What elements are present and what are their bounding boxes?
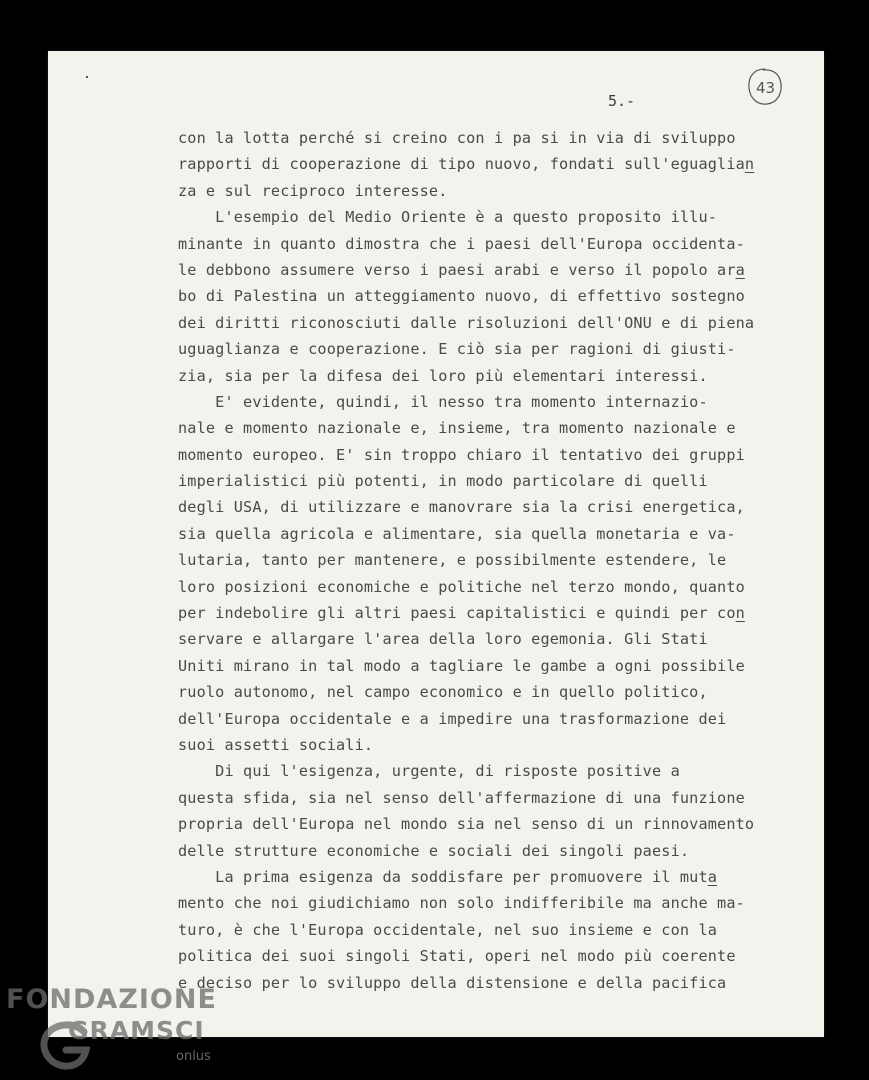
- text-line: [178, 257, 768, 283]
- text-segment: momento europeo. E' sin troppo chiaro il tentativo dei gruppi: [178, 445, 745, 464]
- text-segment: lutaria, tanto per mantenere, e possibilmente estendere, le: [178, 551, 727, 570]
- underlined-text-segment: n: [735, 604, 745, 623]
- paper-speck: [86, 76, 88, 78]
- text-segment: mento che noi giudichiamo non solo indifferibile ma anche ma-: [178, 894, 745, 913]
- text-segment: sia quella agricola e alimentare, sia quella monetaria e va-: [178, 524, 736, 543]
- text-line: [178, 389, 768, 415]
- text-line: [178, 970, 768, 996]
- text-segment: L'esempio del Medio Oriente è a questo proposito illu-: [178, 208, 718, 227]
- text-segment: uguaglianza e cooperazione. E ciò sia per ragioni di giusti-: [178, 340, 736, 359]
- text-line: [178, 442, 768, 468]
- text-segment: ruolo autonomo, nel campo economico e in quello politico,: [178, 683, 708, 702]
- text-line: [178, 679, 768, 705]
- text-segment: suoi assetti sociali.: [178, 735, 374, 754]
- text-line: [178, 838, 768, 864]
- text-line: [178, 283, 768, 309]
- watermark-suffix: onlus: [176, 1049, 211, 1064]
- text-line: [178, 521, 768, 547]
- text-line: [178, 310, 768, 336]
- text-line: [178, 494, 768, 520]
- text-segment: per indebolire gli altri paesi capitalistici e quindi per co: [178, 604, 736, 623]
- text-line: [178, 547, 768, 573]
- fondazione-gramsci-watermark: [6, 984, 226, 1076]
- text-segment: degli USA, di utilizzare e manovrare sia la crisi energetica,: [178, 498, 745, 517]
- text-line: [178, 732, 768, 758]
- text-segment: La prima esigenza da soddisfare per promuovere il mut: [178, 867, 708, 886]
- text-segment: con la lotta perché si creino con i pa si in via di sviluppo: [178, 129, 736, 147]
- text-line: [178, 125, 768, 151]
- text-segment: nale e momento nazionale e, insieme, tra momento nazionale e: [178, 419, 736, 438]
- text-segment: bo di Palestina un atteggiamento nuovo, di effettivo sostegno: [178, 287, 745, 306]
- text-line: [178, 415, 768, 441]
- text-segment: e deciso per lo sviluppo della distensione e della pacifica: [178, 973, 727, 992]
- text-segment: rapporti di cooperazione di tipo nuovo, fondati sull'eguaglia: [178, 155, 745, 174]
- text-segment: Di qui l'esigenza, urgente, di risposte positive a: [178, 762, 680, 781]
- text-segment: dell'Europa occidentale e a impedire una trasformazione dei: [178, 709, 727, 728]
- text-segment: zia, sia per la difesa dei loro più elementari interessi.: [178, 366, 708, 385]
- text-line: [178, 600, 768, 626]
- text-line: [178, 363, 768, 389]
- text-segment: questa sfida, sia nel senso dell'affermazione di una funzione: [178, 788, 745, 807]
- text-line: [178, 890, 768, 916]
- text-segment: E' evidente, quindi, il nesso tra momento internazio-: [178, 392, 708, 411]
- text-line: [178, 626, 768, 652]
- watermark-subtitle: GRAMSCI: [68, 1016, 205, 1045]
- handwritten-folio-number: [745, 66, 785, 108]
- text-segment: turo, è che l'Europa occidentale, nel suo insieme e con la: [178, 920, 718, 939]
- text-segment: politica dei suoi singoli Stati, operi nel modo più coerente: [178, 947, 736, 966]
- text-line: [178, 151, 768, 177]
- text-line: [178, 706, 768, 732]
- underlined-text-segment: a: [735, 260, 745, 279]
- text-segment: le debbono assumere verso i paesi arabi e verso il popolo ar: [178, 260, 736, 279]
- text-line: [178, 178, 768, 204]
- text-line: [178, 574, 768, 600]
- text-line: [178, 811, 768, 837]
- text-line: [178, 468, 768, 494]
- underlined-text-segment: a: [707, 867, 718, 886]
- text-segment: dei diritti riconosciuti dalle risoluzioni dell'ONU e di piena: [178, 313, 755, 332]
- text-segment: propria dell'Europa nel mondo sia nel senso di un rinnovamento: [178, 815, 755, 834]
- text-line: [178, 917, 768, 943]
- text-segment: delle strutture economiche e sociali dei singoli paesi.: [178, 841, 690, 860]
- text-segment: servare e allargare l'area della loro egemonia. Gli Stati: [178, 630, 708, 649]
- text-segment: loro posizioni economiche e politiche nel terzo mondo, quanto: [178, 577, 745, 596]
- text-segment: Uniti mirano in tal modo a tagliare le gambe a ogni possibile: [178, 656, 745, 675]
- page-number: 5.-: [608, 92, 636, 110]
- text-line: [178, 943, 768, 969]
- typewritten-body: [178, 125, 768, 996]
- text-segment: za e sul reciproco interesse.: [178, 181, 448, 200]
- underlined-text-segment: n: [744, 155, 755, 174]
- text-segment: minante in quanto dimostra che i paesi dell'Europa occidenta-: [178, 234, 745, 253]
- folio-number-text: 43: [756, 79, 776, 97]
- text-line: [178, 653, 768, 679]
- text-line: [178, 204, 768, 230]
- text-segment: imperialistici più potenti, in modo particolare di quelli: [178, 472, 708, 491]
- text-line: [178, 231, 768, 257]
- text-line: [178, 336, 768, 362]
- text-line: [178, 758, 768, 784]
- text-line: [178, 785, 768, 811]
- text-line: [178, 864, 768, 890]
- watermark-title: FONDAZIONE: [6, 984, 217, 1015]
